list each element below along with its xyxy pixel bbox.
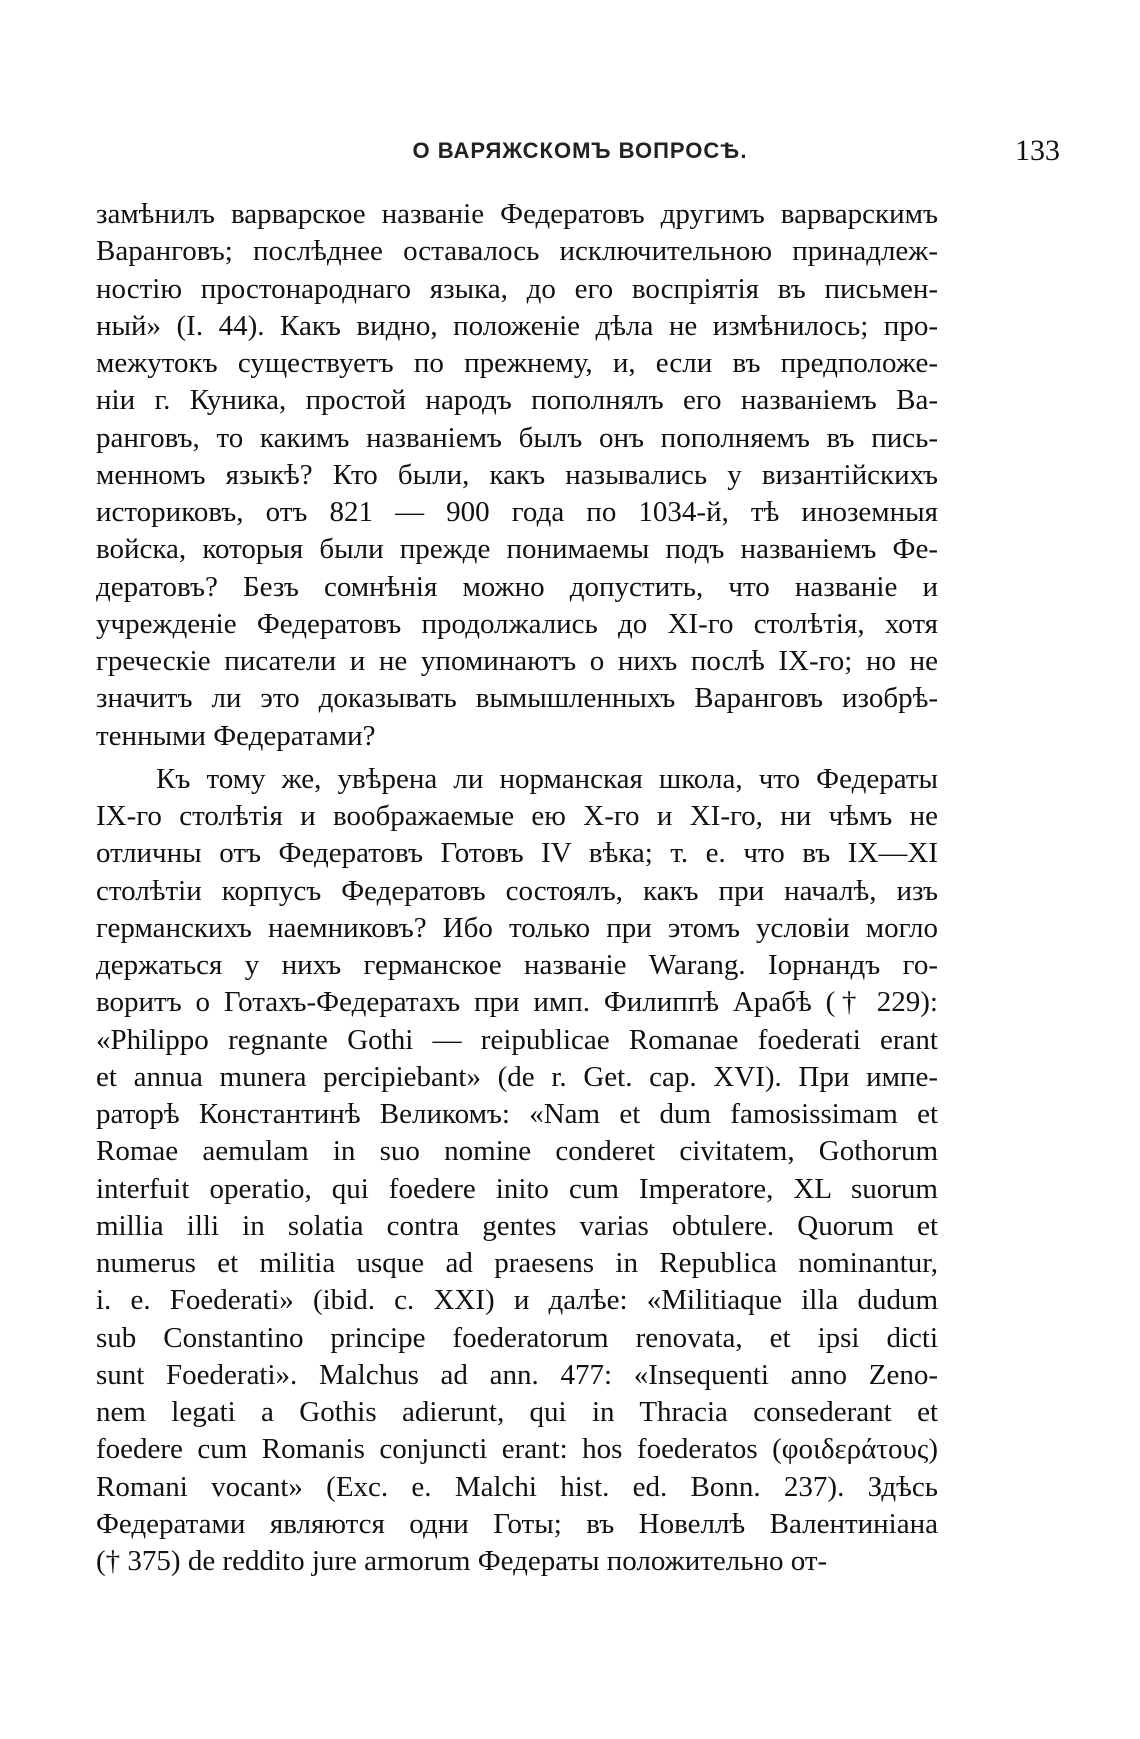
text-line: значитъ ли это доказывать вымышленныхъ Варанговъ изобрѣ-: [96, 682, 938, 715]
paragraph: [96, 761, 938, 1581]
text-line: греческіе писатели и не упоминаютъ о нихъ послѣ IX-го; но не: [96, 645, 938, 677]
text-line: ранговъ, то какимъ названіемъ былъ онъ пополняемъ въ пись-: [96, 421, 938, 454]
text-line: держаться у нихъ германское названіе Warang. Іорнандъ го-: [96, 949, 938, 981]
text-line: ностію простонароднаго языка, до его воспріятія въ письмен-: [96, 272, 938, 305]
text-line: nem legati a Gothis adierunt, qui in Thracia consederant et: [96, 1396, 938, 1428]
text-line: IX-го столѣтія и воображаемые ею X-го и XI-го, ни чѣмъ не: [96, 800, 938, 832]
text-line: Къ тому же, увѣрена ли норманская школа, что Федераты: [156, 762, 938, 795]
running-title: О ВАРЯЖСКОМЪ ВОПРОСѢ.: [412, 138, 748, 163]
text-line: отличны отъ Федератовъ Готовъ IV вѣка; т. е. что въ IX—XI: [96, 837, 938, 870]
page-number: 133: [1015, 134, 1060, 167]
text-line: межутокъ существуетъ по прежнему, и, если въ предположе-: [96, 347, 938, 379]
text-line: воритъ о Готахъ-Федератахъ при имп. Филиппѣ Арабѣ († 229):: [96, 986, 938, 1019]
text-line: i. e. Foederati» (ibid. c. XXI) и далѣе: «Militiaque illa dudum: [96, 1284, 938, 1317]
text-line: дератовъ? Безъ сомнѣнія можно допустить, что названіе и: [96, 570, 938, 603]
page-body: [96, 196, 938, 1580]
text-line: et annua munera percipiebant» (de r. Get. cap. XVI). При импе-: [96, 1060, 938, 1093]
text-line: тенными Федератами?: [96, 719, 376, 752]
text-line: sunt Foederati». Malchus ad ann. 477: «Insequenti anno Zeno-: [96, 1358, 938, 1391]
text-line: столѣтіи корпусъ Федератовъ состоялъ, какъ при началѣ, изъ: [96, 874, 938, 907]
text-line: менномъ языкѣ? Кто были, какъ назывались у византійскихъ: [96, 458, 938, 491]
text-line: interfuit operatio, qui foedere inito cum Imperatore, XL suorum: [96, 1172, 938, 1205]
text-line: войска, которыя были прежде понимаемы подъ названіемъ Фе-: [96, 533, 938, 566]
text-line: «Philippo regnante Gothi — reipublicae Romanae foederati erant: [96, 1023, 938, 1056]
text-line: Romae aemulam in suo nomine conderet civitatem, Gothorum: [96, 1135, 938, 1168]
text-line: († 375) de reddito jure armorum Федераты положительно от-: [96, 1545, 828, 1577]
paragraph: [96, 196, 938, 755]
text-line: замѣнилъ варварское названіе Федератовъ другимъ варварскимъ: [96, 198, 938, 230]
text-line: историковъ, отъ 821 — 900 года по 1034-й, тѣ иноземныя: [96, 496, 938, 528]
text-line: ный» (I. 44). Какъ видно, положеніе дѣла не измѣнилось; про-: [96, 309, 938, 342]
text-line: ніи г. Куника, простой народъ пополнялъ его названіемъ Ва-: [96, 384, 938, 417]
text-line: Romani vocant» (Exc. e. Malchi hist. ed. Bonn. 237). Здѣсь: [96, 1470, 938, 1503]
text-line: раторѣ Константинѣ Великомъ: «Nam et dum famosissimam et: [96, 1098, 938, 1130]
text-line: foedere cum Romanis conjuncti erant: hos foederatos (φοιδεράτους): [96, 1433, 938, 1466]
text-line: Федератами являются одни Готы; въ Новеллѣ Валентиніана: [96, 1507, 938, 1540]
text-line: учрежденіе Федератовъ продолжались до XI-го столѣтія, хотя: [96, 607, 938, 640]
page-header: [100, 134, 1060, 178]
text-line: sub Constantino principe foederatorum renovata, et ipsi dicti: [96, 1321, 938, 1354]
text-line: Варанговъ; послѣднее оставалось исключительною принадлеж-: [96, 235, 938, 268]
text-line: millia illi in solatia contra gentes varias obtulere. Quorum et: [96, 1209, 938, 1242]
text-line: германскихъ наемниковъ? Ибо только при этомъ условіи могло: [96, 911, 938, 944]
text-line: numerus et militia usque ad praesens in Republica nominantur,: [96, 1247, 938, 1279]
